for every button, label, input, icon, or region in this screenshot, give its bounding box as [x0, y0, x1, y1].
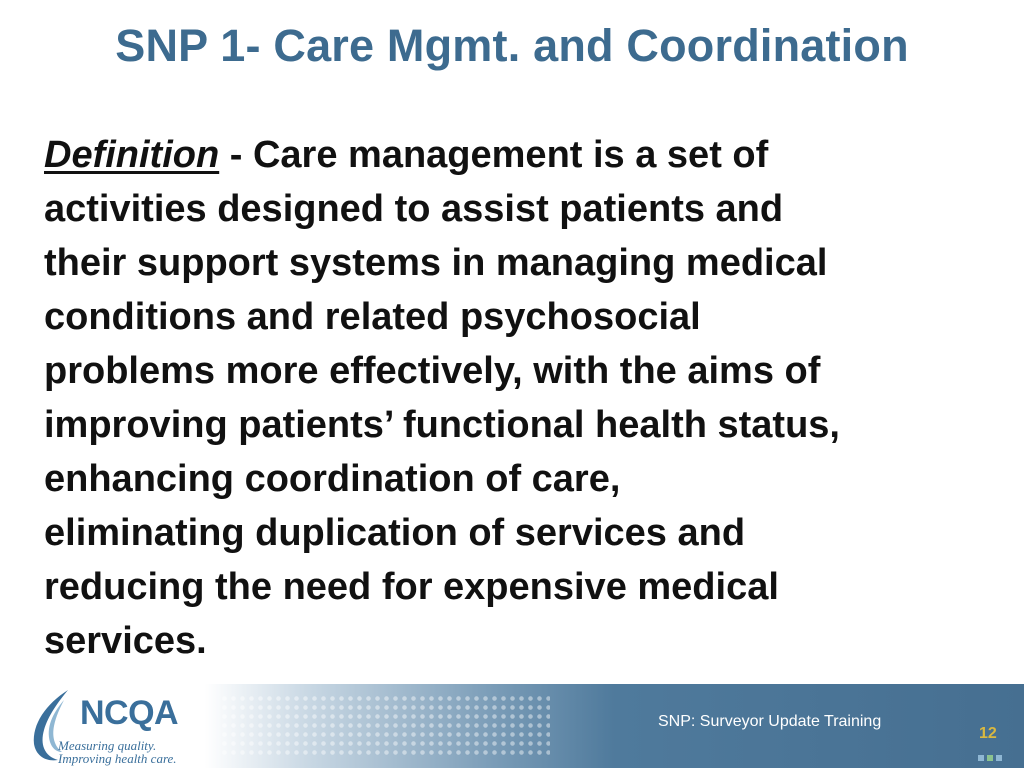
- decor-square: [978, 755, 984, 761]
- decor-square: [996, 755, 1002, 761]
- definition-line-4: conditions and related psychosocial: [44, 296, 701, 338]
- page-decoration-squares: [978, 748, 1018, 756]
- footer-dot-pattern: [220, 694, 550, 758]
- definition-line-2: activities designed to assist patients and: [44, 188, 784, 230]
- ncqa-tagline-1: Measuring quality.: [58, 738, 157, 753]
- definition-line-1-text: - Care management is a set of: [219, 134, 769, 176]
- definition-line-3: their support systems in managing medical: [44, 242, 828, 284]
- definition-line-9: reducing the need for expensive medical: [44, 566, 779, 608]
- decor-square: [987, 755, 993, 761]
- definition-line-5: problems more effectively, with the aims of: [44, 350, 821, 392]
- definition-term: Definition: [44, 134, 220, 176]
- definition-line-7: enhancing coordination of care,: [44, 458, 621, 500]
- definition-line-8: eliminating duplication of services and: [44, 512, 746, 554]
- training-label: SNP: Surveyor Update Training: [658, 713, 882, 730]
- definition-line-10: services.: [44, 620, 207, 662]
- definition-line-6: improving patients’ functional health status,: [44, 404, 840, 446]
- ncqa-tagline-2: Improving health care.: [58, 751, 177, 766]
- ncqa-wordmark: NCQA: [80, 694, 179, 732]
- definition-body: [44, 128, 1010, 668]
- ncqa-logo: [24, 686, 194, 766]
- slide-title: SNP 1- Care Mgmt. and Coordination: [115, 20, 909, 71]
- definition-line-1: [44, 128, 1010, 182]
- page-number: 12: [979, 725, 997, 742]
